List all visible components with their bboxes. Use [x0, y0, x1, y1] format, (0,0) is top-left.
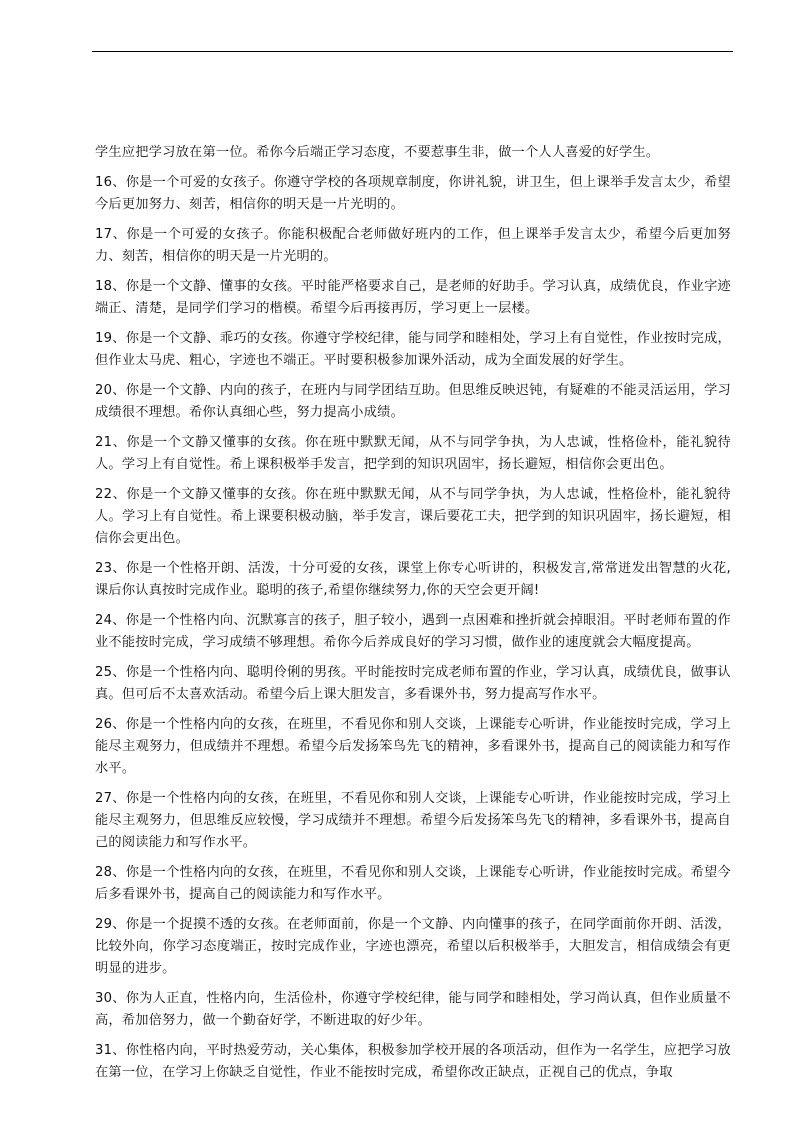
paragraph: 20、你是一个文静、内向的孩子，在班内与同学团结互助。但思维反映迟钝，有疑难的不能灵活运用，学习成绩很不理想。希你认真细心些，努力提高小成绩。	[95, 383, 731, 420]
paragraph: 27、你是一个性格内向的女孩，在班里，不看见你和别人交谈，上课能专心听讲，作业能按时完成，学习上能尽主观努力，但思维反应较慢，学习成绩并不理想。希望今后发扬笨鸟先飞的精神，多看课外书，提高自己的阅读能力和写作水平。	[95, 791, 731, 850]
paragraph: 25、你是一个性格内向、聪明伶俐的男孩。平时能按时完成老师布置的作业，学习认真，成绩优良，做事认真。但可后不太喜欢活动。希望今后上课大胆发言，多看课外书，努力提高写作水平。	[95, 665, 731, 702]
header-rule	[92, 51, 733, 52]
document-body	[95, 142, 731, 1092]
paragraph: 17、你是一个可爱的女孩子。你能积极配合老师做好班内的工作，但上课举手发言太少，希望今后更加努力、刻苦，相信你的明天是一片光明的。	[95, 227, 731, 264]
paragraph: 31、你性格内向，平时热爱劳动，关心集体，积极参加学校开展的各项活动，但作为一名学生，应把学习放在第一位，在学习上你缺乏自觉性，作业不能按时完成，希望你改正缺点，正视自己的优点，争取	[95, 1043, 731, 1080]
paragraph: 19、你是一个文静、乖巧的女孩。你遵守学校纪律，能与同学和睦相处，学习上有自觉性，作业按时完成，但作业太马虎、粗心，字迹也不端正。平时要积极参加课外活动，成为全面发展的好学生。	[95, 331, 731, 368]
paragraph: 28、你是一个性格内向的女孩，在班里，不看见你和别人交谈，上课能专心听讲，作业能按时完成。希望今后多看课外书，提高自己的阅读能力和写作水平。	[95, 865, 731, 902]
paragraph: 学生应把学习放在第一位。希你今后端正学习态度，不要惹事生非，做一个人人喜爱的好学生。	[95, 145, 660, 160]
paragraph: 29、你是一个捉摸不透的女孩。在老师面前，你是一个文静、内向懂事的孩子，在同学面前你开朗、活泼，比较外向，你学习态度端正，按时完成作业，字迹也漂亮，希望以后积极举手，大胆发言，相信成绩会有更明显的进步。	[95, 917, 731, 976]
paragraph: 23、你是一个性格开朗、活泼，十分可爱的女孩，课堂上你专心听讲的，积极发言,常常迸发出智慧的火花,课后你认真按时完成作业。聪明的孩子,希望你继续努力,你的天空会更开阔!	[95, 561, 731, 598]
paragraph: 22、你是一个文静又懂事的女孩。你在班中默默无闻，从不与同学争执，为人忠诚，性格俭朴，能礼貌待人。学习上有自觉性。希上课要积极动脑，举手发言，课后要花工夫，把学到的知识巩固牢，扬长避短，相信你会更出色。	[95, 487, 731, 546]
paragraph: 16、你是一个可爱的女孩子。你遵守学校的各项规章制度，你讲礼貌，讲卫生，但上课举手发言太少，希望今后更加努力、刻苦，相信你的明天是一片光明的。	[95, 175, 731, 212]
paragraph: 26、你是一个性格内向的女孩，在班里，不看见你和别人交谈，上课能专心听讲，作业能按时完成，学习上能尽主观努力，但成绩并不理想。希望今后发扬笨鸟先飞的精神，多看课外书，提高自己的阅读能力和写作水平。	[95, 717, 731, 776]
paragraph: 21、你是一个文静又懂事的女孩。你在班中默默无闻，从不与同学争执，为人忠诚，性格俭朴，能礼貌待人。学习上有自觉性。希上课积极举手发言，把学到的知识巩固牢，扬长避短，相信你会更出色。	[95, 435, 731, 472]
paragraph: 18、你是一个文静、懂事的女孩。平时能严格要求自己，是老师的好助手。学习认真，成绩优良，作业字迹端正、清楚，是同学们学习的楷模。希望今后再接再厉，学习更上一层楼。	[95, 279, 731, 316]
paragraph: 24、你是一个性格内向、沉默寡言的孩子，胆子较小，遇到一点困难和挫折就会掉眼泪。平时老师布置的作业不能按时完成，学习成绩不够理想。希你今后养成良好的学习习惯，做作业的速度就会大幅度提高。	[95, 613, 731, 650]
paragraph: 30、你为人正直，性格内向，生活俭朴，你遵守学校纪律，能与同学和睦相处，学习尚认真，但作业质量不高，希加倍努力，做一个勤奋好学，不断进取的好少年。	[95, 991, 731, 1028]
